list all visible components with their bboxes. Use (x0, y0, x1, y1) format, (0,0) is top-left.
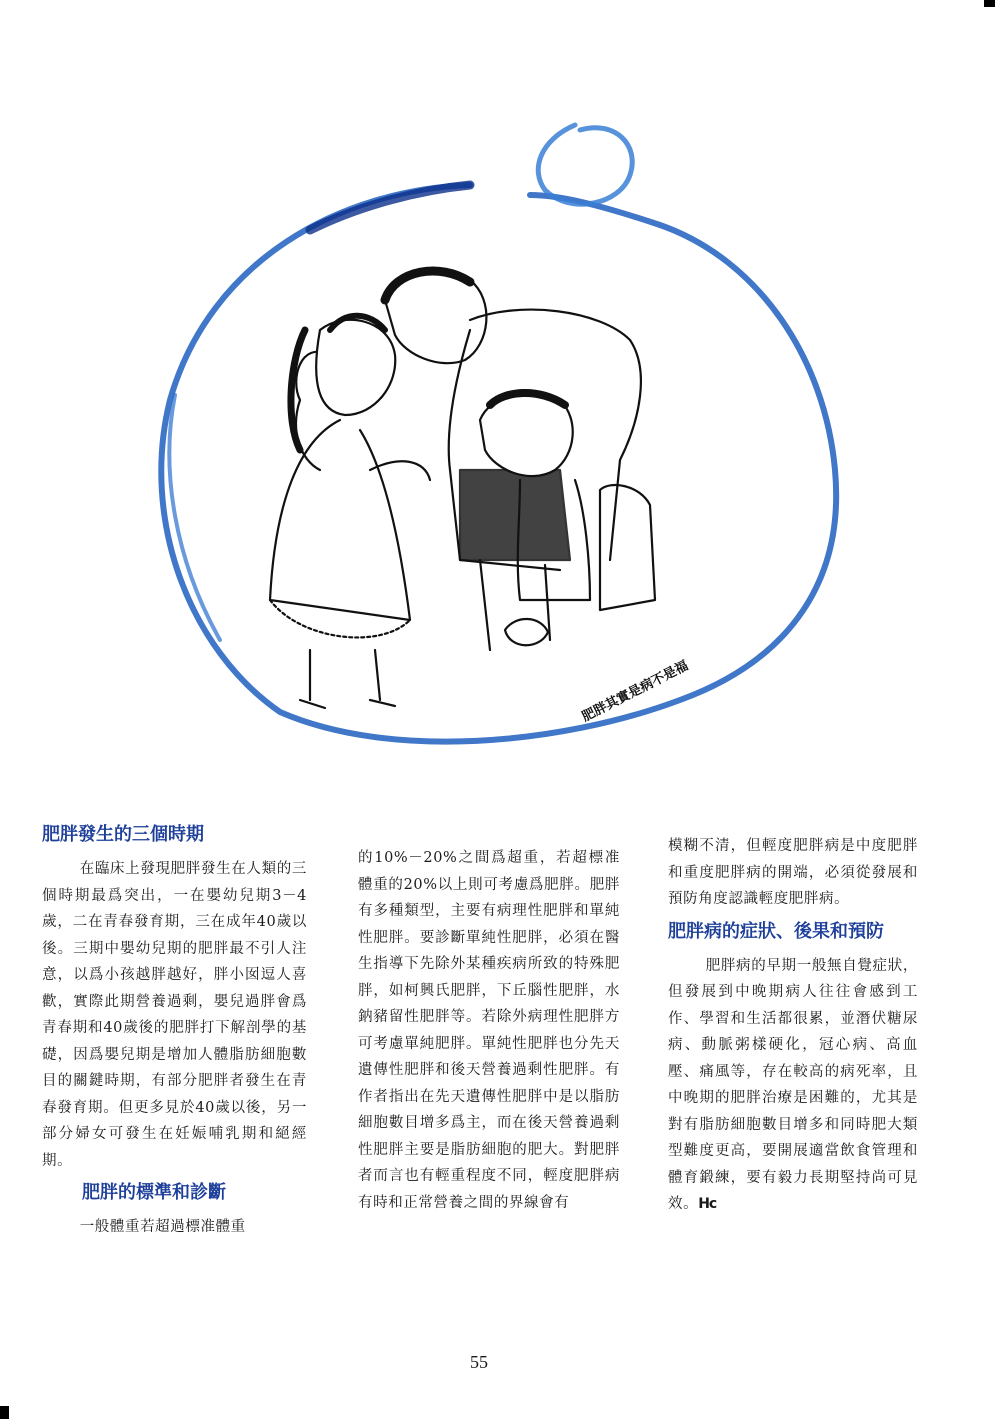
family-drawing (270, 270, 655, 708)
column-1 (42, 822, 307, 1247)
paragraph-standards-start: 一般體重若超過標准體重 (79, 1219, 246, 1235)
author-signature: Hc (698, 1196, 717, 1212)
heading-three-periods: 肥胖發生的三個時期 (42, 824, 204, 845)
illustration-caption: 肥胖其實是病不是福 (579, 658, 691, 725)
symptoms-text: 肥胖病的早期一般無自覺症狀，但發展到中晚期病人往往會感到工作、學習和生活都很累，並潛伏糖尿病、動脈粥樣硬化，冠心病、高血壓、痛風等，存在較高的病死率，且中晚期的肥胖治療是困難的，尤其是對有脂肪細胞數目增多和同時肥大類型難度更高，要開展適當飲食管理和體育鍛練，要有毅力長期堅持尚可見效。 (668, 957, 918, 1212)
heading-symptoms-prevention: 肥胖病的症狀、後果和預防 (668, 920, 884, 942)
paragraph-three-periods: 在臨床上發現肥胖發生在人類的三個時期最爲突出，一在嬰幼兒期3－4歲，二在青春發育期，三在成年40歲以後。三期中嬰幼兒期的肥胖最不引人注意，以爲小孩越胖越好，胖小囡逗人喜歡，實際此期營養過剩，嬰兒過胖會爲青春期和40歲後的肥胖打下解剖學的基礎，因爲嬰兒期是增加人體脂肪細胞數目的關鍵時期，有部分肥胖者發生在青春發育期。但更多見於40歲以後，另一部分婦女可發生在妊娠哺乳期和絕經期。 (42, 861, 307, 1169)
page-number: 55 (470, 1352, 488, 1372)
column-2 (358, 845, 620, 1222)
small-crayon-loop (538, 125, 632, 204)
corner-mark-bottom-left (0, 1406, 9, 1419)
paragraph-symptoms (668, 953, 918, 1218)
column-3 (668, 833, 918, 1224)
paragraph-standards-continued: 的10%－20%之間爲超重，若超標准體重的20%以上則可考慮爲肥胖。肥胖有多種類型，主要有病理性肥胖和單純性肥胖。要診斷單純性肥胖，必須在醫生指導下先除外某種疾病所致的特殊肥胖，如柯興氏肥胖，下丘腦性肥胖，水鈉豬留性肥胖等。若除外病理性肥胖方可考慮單純肥胖。單純性肥胖也分先天遺傳性肥胖和後天營養過剩性肥胖。有作者指出在先天遺傳性肥胖中是以脂肪細胞數目增多爲主，而在後天營養過剩性肥胖主要是脂肪細胞的肥大。對肥胖者而言也有輕重程度不同，輕度肥胖病有時和正常營養之間的界線會有 (358, 850, 620, 1211)
paragraph-mild-obesity: 模糊不清，但輕度肥胖病是中度肥胖和重度肥胖病的開端，必須從發展和預防角度認識輕度肥胖病。 (668, 838, 918, 907)
heading-standards-diagnosis: 肥胖的標準和診斷 (82, 1182, 226, 1203)
